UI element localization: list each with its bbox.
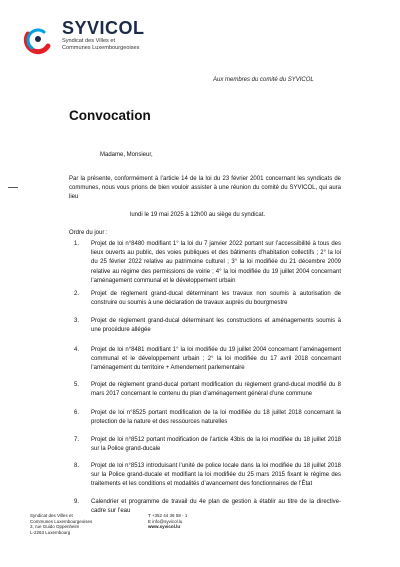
agenda-item-number: 3. [74,318,80,324]
agenda-item-number: 8. [74,463,80,469]
agenda-item-text: Projet de loi n°8525 portant modification de la loi modifiée du 18 juillet 2018 concernant la protection de la nature et des ressources naturelles [91,410,341,426]
agenda-item-text: Projet de loi n°8512 portant modification de l’article 43bis de la loi modifiée du 18 juillet 2018 sur la Police grand-ducale [91,437,341,453]
agenda-item-text: Projet de règlement grand-ducal déterminant les travaux non soumis à autorisation de construire ou soumis à une déclaration de travaux auprès du bourgmestre [91,291,341,307]
salutation: Madame, Monsieur, [100,152,153,158]
footer-website-link[interactable]: www.syvicol.lu [148,524,181,530]
agenda-item-text: Projet de loi n°8481 modifiant 1° la loi modifiée du 19 juillet 2004 concernant l’aménagement communal et le développement urbain ; 2° la loi modifiée du 17 avril 2018 concernant l’aménagement du territoire + Amendement parlementaire [91,347,341,372]
agenda-item-number: 7. [74,437,80,443]
agenda-item [69,381,341,399]
agenda-item-number: 9. [74,499,80,505]
agenda-item [69,409,341,427]
agenda-item-text: Projet de loi n°8513 introduisant l’unité de police locale dans la loi modifiée du 18 juillet 2018 sur la Police grand-ducale et modifiant la loi modifiée du 25 mars 2015 fixant le régime des traitements et les conditions et modalités d’avancement des fonctionnaires de l’État [91,463,341,488]
agenda-item [69,436,341,454]
meeting-datetime: lundi le 19 mai 2025 à 12h00 au siège du syndicat. [130,212,266,218]
agenda-item-text: Projet de loi n°8480 modifiant 1° la loi du 7 janvier 2022 portant sur l’accessibilité à tous des lieux ouverts au public, des voies publiques et des bâtiments d’habitation collectifs ; 2° la loi du 25 février 2022 relative au patrimoine culturel ; 3° la loi modifiée du 21 décembre 2009 relative au régime des permissions de voirie ; 4° la loi modifiée du 19 juillet 2004 concernant l’aménagement communal et le développement urbain [91,241,341,284]
agenda-item [69,498,341,516]
agenda-item [69,346,341,374]
document-title: Convocation [69,108,151,123]
agenda-item-number: 5. [74,382,80,388]
agenda-item-number: 2. [74,291,80,297]
footer-contact [148,513,187,530]
footer-phone: T +352 44 36 58 - 1 [148,513,188,518]
agenda-item [69,462,341,490]
agenda-item-number: 1. [74,241,80,247]
agenda-item-text: Projet de règlement grand-ducal portant modification du règlement grand-ducal modifié du 8 mars 2017 concernant le contenu du plan d’aménagement général d’une commune [91,382,341,398]
agenda-item-number: 6. [74,410,80,416]
fold-mark [8,187,18,188]
syvicol-logo [22,18,182,64]
agenda-item-number: 4. [74,347,80,353]
agenda-item [69,317,341,335]
logo-wordmark: SYVICOL [62,18,145,38]
recipient-line: Aux membres du comité du SYVICOL [213,77,314,83]
agenda-item [69,290,341,308]
footer-email[interactable]: E info@syvicol.lu [148,518,183,524]
agenda-item [69,240,341,286]
agenda-item-text: Calendrier et programme de travail du 4e plan de gestion à établir au titre de la directive-cadre sur l’eau [91,499,341,515]
agenda-heading: Ordre du jour : [69,230,108,236]
logo-subtitle: Syndicat des Villes et Communes Luxembourgeoises [62,38,140,51]
intro-paragraph: Par la présente, conformément à l’article 14 de la loi du 23 février 2001 concernant les syndicats de communes, nous vous prions de bien vouloir assister à une réunion du comité du SYVICOL, qui aura lieu [69,176,341,200]
footer-address: Syndicat des Villes et Communes Luxembourgeoises 3, rue Guido Oppenheim L-2263 Luxembourg [30,513,93,535]
logo-emblem-icon [22,24,56,58]
agenda-item-text: Projet de règlement grand-ducal déterminant les constructions et aménagements soumis à une procédure allégée [91,318,341,334]
